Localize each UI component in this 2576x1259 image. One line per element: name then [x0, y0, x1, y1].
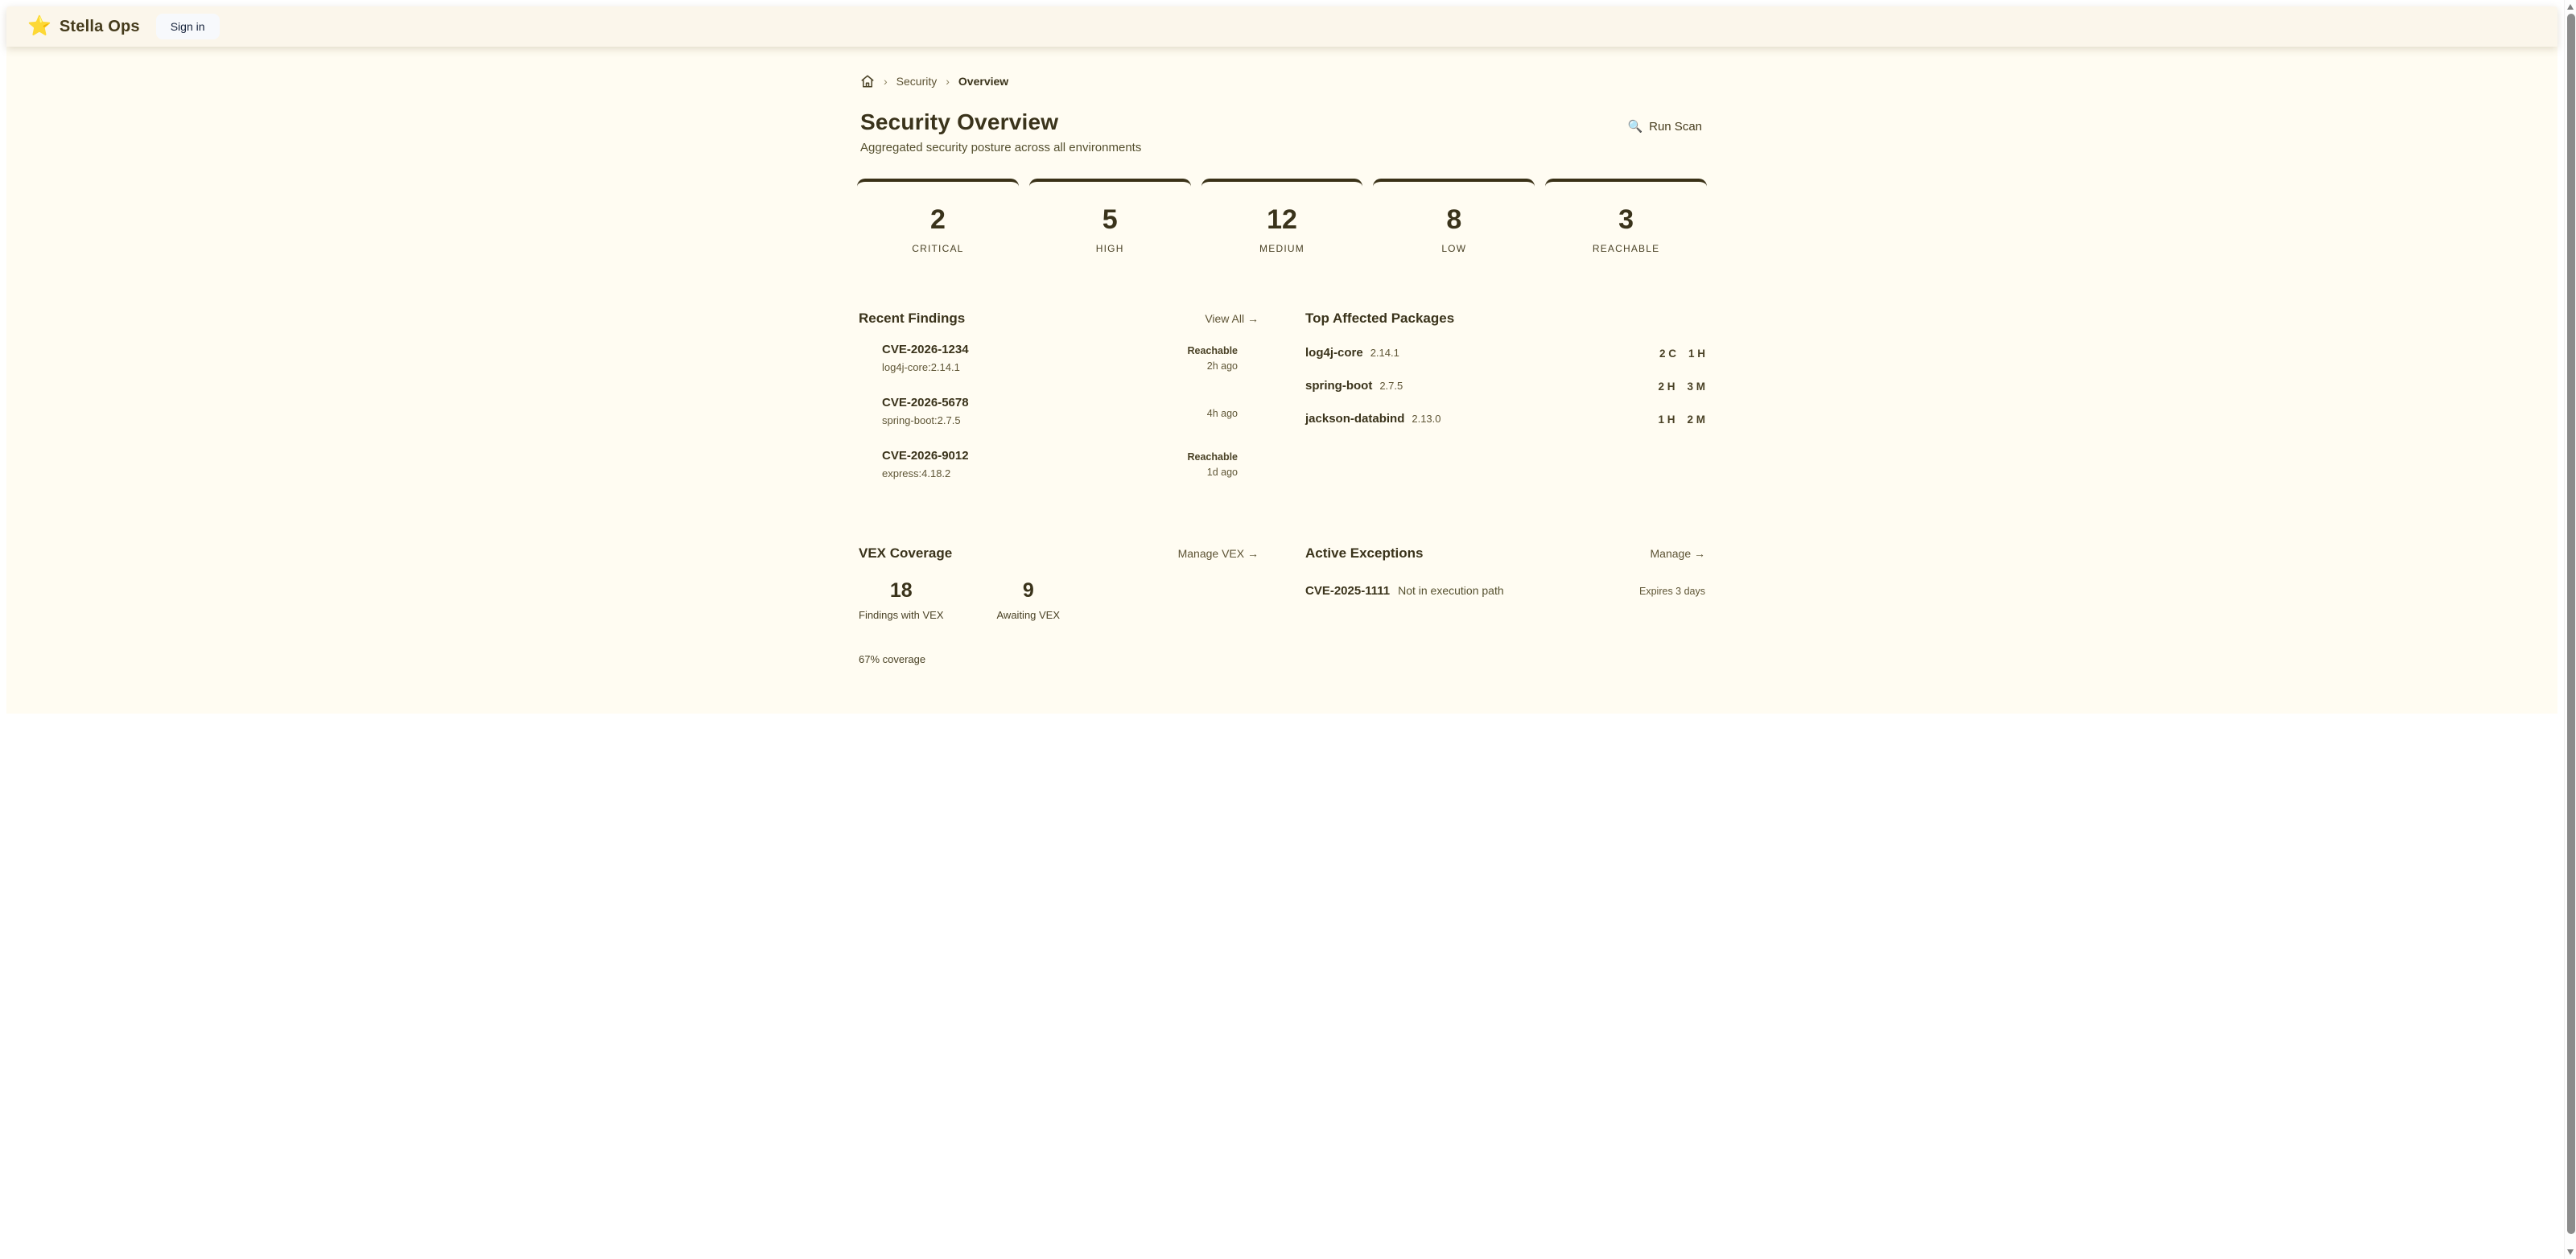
- stat-label: HIGH: [1095, 243, 1124, 254]
- vex-coverage-title: VEX Coverage: [859, 545, 953, 561]
- vex-coverage-section: [859, 545, 1259, 665]
- finding-package: express:4.18.2: [882, 467, 951, 479]
- packages-list: [1305, 346, 1705, 426]
- manage-vex-link[interactable]: Manage VEX →: [1177, 547, 1259, 560]
- reachable-badge: Reachable: [1187, 344, 1238, 356]
- package-row[interactable]: [1305, 412, 1705, 426]
- package-row[interactable]: [1305, 346, 1705, 360]
- view-all-link[interactable]: View All →: [1205, 312, 1259, 325]
- active-exceptions-section: [1305, 545, 1705, 665]
- finding-row[interactable]: [859, 449, 1259, 479]
- stat-card-high: [1029, 179, 1191, 274]
- top-packages-title: Top Affected Packages: [1305, 311, 1455, 326]
- app-title: Stella Ops: [59, 17, 140, 35]
- finding-time: 4h ago: [1206, 407, 1238, 419]
- exception-row[interactable]: [1305, 584, 1705, 599]
- stat-value: 2: [929, 204, 946, 235]
- brand: [27, 17, 140, 36]
- package-row[interactable]: [1305, 379, 1705, 393]
- manage-exceptions-link[interactable]: Manage →: [1650, 547, 1705, 560]
- finding-row[interactable]: [859, 343, 1259, 373]
- severity-count: 2 C: [1659, 347, 1676, 360]
- page-header-text: [860, 109, 1141, 154]
- breadcrumb-separator: ›: [884, 75, 888, 88]
- stat-card-reachable: [1545, 179, 1707, 274]
- package-version: 2.13.0: [1412, 413, 1441, 425]
- active-exceptions-title: Active Exceptions: [1305, 545, 1424, 561]
- severity-count: 2 M: [1687, 413, 1705, 426]
- vex-coverage-text: 67% coverage: [859, 653, 926, 665]
- stat-label: LOW: [1441, 243, 1467, 254]
- recent-findings-title: Recent Findings: [859, 311, 966, 326]
- recent-findings-section: [859, 311, 1259, 479]
- exception-cve: CVE-2025-1111: [1305, 584, 1391, 598]
- breadcrumb: [857, 74, 1707, 88]
- run-scan-label: Run Scan: [1649, 119, 1702, 134]
- page-header: [857, 109, 1707, 154]
- scroll-up-arrow-icon[interactable]: [2567, 4, 2574, 10]
- stat-card-critical: [857, 179, 1019, 274]
- app-header: [6, 6, 2557, 47]
- breadcrumb-security-link[interactable]: Security: [896, 75, 938, 88]
- finding-package: spring-boot:2.7.5: [882, 414, 961, 426]
- severity-count: 2 H: [1658, 380, 1675, 393]
- finding-cve: CVE-2026-5678: [882, 396, 969, 409]
- package-name: log4j-core: [1305, 346, 1363, 360]
- scrollbar-thumb[interactable]: [2567, 14, 2575, 1234]
- vex-stat-value: 18: [889, 579, 913, 602]
- reachable-badge: Reachable: [1187, 451, 1238, 463]
- stat-card-medium: [1201, 179, 1363, 274]
- stat-label: REACHABLE: [1592, 243, 1660, 254]
- package-name: jackson-databind: [1305, 412, 1405, 426]
- stat-value: 8: [1446, 204, 1462, 235]
- finding-time: 1d ago: [1206, 466, 1238, 478]
- sections-grid: [857, 311, 1707, 665]
- exception-reason: Not in execution path: [1398, 584, 1504, 597]
- page-subtitle: Aggregated security posture across all environments: [860, 141, 1142, 154]
- stat-value: 12: [1267, 204, 1297, 235]
- breadcrumb-current: Overview: [958, 75, 1009, 88]
- vex-stat-with: [859, 581, 944, 621]
- package-version: 2.7.5: [1379, 380, 1403, 392]
- finding-time: 2h ago: [1206, 360, 1238, 372]
- stat-label: MEDIUM: [1259, 243, 1304, 254]
- stat-card-low: [1373, 179, 1535, 274]
- finding-cve: CVE-2026-1234: [882, 343, 969, 356]
- stat-label: CRITICAL: [912, 243, 964, 254]
- severity-stats-row: [857, 179, 1707, 274]
- home-icon[interactable]: [860, 74, 875, 88]
- top-packages-section: [1305, 311, 1705, 479]
- page-title: Security Overview: [860, 109, 1059, 134]
- severity-count: 1 H: [1688, 347, 1705, 360]
- stella-logo-icon: ⭐: [27, 15, 52, 37]
- vex-stats: [859, 581, 1259, 621]
- stat-value: 3: [1618, 204, 1634, 235]
- main-content: [6, 47, 2557, 714]
- vex-stat-label: Findings with VEX: [859, 609, 944, 621]
- run-scan-button[interactable]: [1622, 116, 1707, 137]
- stat-value: 5: [1102, 204, 1118, 235]
- scroll-down-arrow-icon[interactable]: [2567, 1249, 2574, 1255]
- vex-stat-value: 9: [1022, 579, 1034, 602]
- sign-in-button[interactable]: Sign in: [156, 14, 220, 39]
- vex-stat-label: Awaiting VEX: [996, 609, 1061, 621]
- vex-stat-awaiting: [997, 581, 1061, 621]
- breadcrumb-separator: ›: [946, 75, 950, 88]
- findings-list: [859, 343, 1259, 479]
- finding-row[interactable]: [859, 396, 1259, 426]
- magnifier-icon: 🔍: [1627, 120, 1643, 134]
- package-version: 2.14.1: [1370, 347, 1399, 359]
- vertical-scrollbar[interactable]: [2564, 0, 2576, 1259]
- package-name: spring-boot: [1305, 379, 1373, 393]
- finding-cve: CVE-2026-9012: [882, 449, 969, 463]
- severity-count: 1 H: [1658, 413, 1675, 426]
- finding-package: log4j-core:2.14.1: [882, 361, 960, 373]
- app-root: [6, 6, 2557, 714]
- exception-expires: Expires 3 days: [1639, 586, 1705, 597]
- severity-count: 3 M: [1687, 380, 1705, 393]
